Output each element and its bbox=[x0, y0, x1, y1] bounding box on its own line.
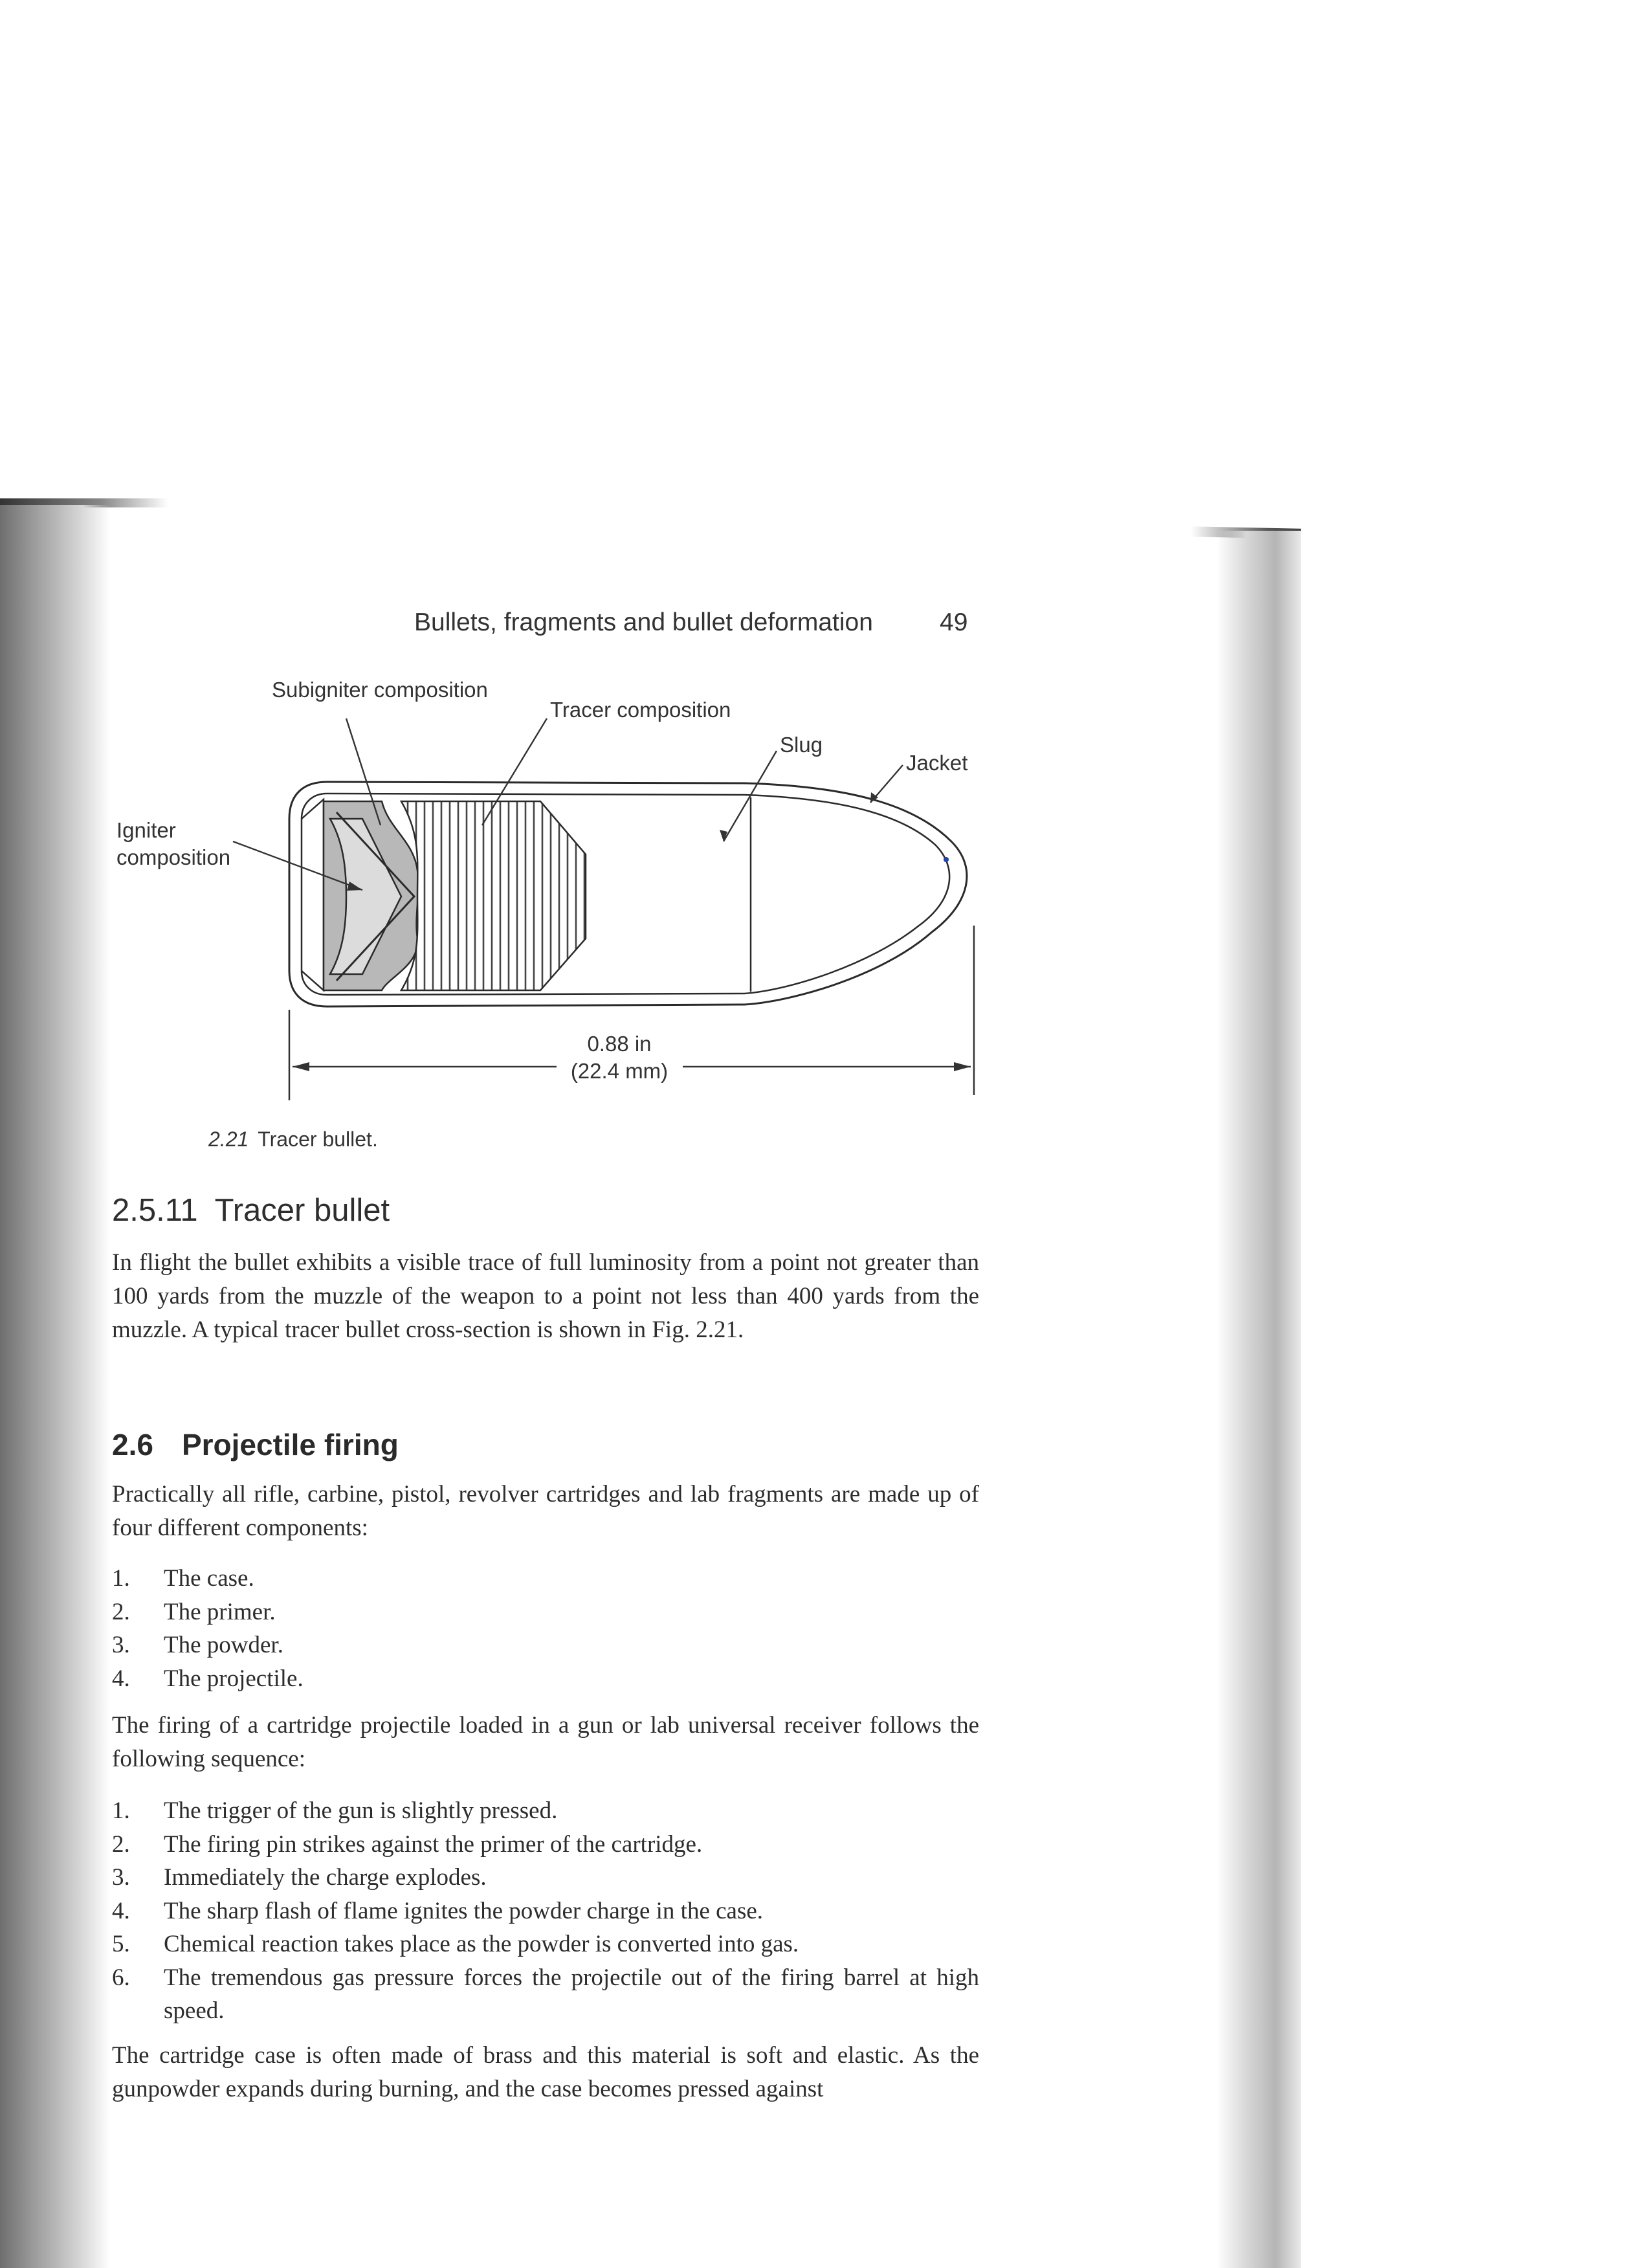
dim-arrow-left bbox=[293, 1062, 309, 1071]
leader-tracer bbox=[482, 718, 547, 825]
closing-wrap bbox=[112, 2039, 979, 2106]
section-2-5-11-body bbox=[112, 1246, 979, 1347]
tracer-paragraph: In flight the bullet exhibits a visible trace of full luminosity from a point not greater than 100 yards from the muzzle of the weapon to a point not less than 400 yards from the muzzle. A typical tracer bullet cross-section is shown in Fig. 2.21. bbox=[112, 1249, 979, 1343]
binding-shadow bbox=[0, 505, 110, 2268]
figure-caption bbox=[208, 1128, 378, 1151]
tracer-region bbox=[401, 801, 586, 990]
igniter-chevron bbox=[337, 812, 414, 981]
list-item: 3. The powder. bbox=[112, 1632, 283, 1658]
label-tracer: Tracer composition bbox=[550, 698, 731, 722]
jacket-inner bbox=[302, 794, 949, 995]
leader-igniter bbox=[233, 841, 362, 890]
label-igniter-line1: Igniter bbox=[116, 818, 176, 842]
closing-paragraph: The cartridge case is often made of brass and this material is soft and elastic. As the gunpowder expands during burning, and the case becomes pressed against bbox=[112, 2042, 979, 2102]
dimension-mm: (22.4 mm) bbox=[570, 1059, 669, 1083]
list-item: 1. The case. bbox=[112, 1565, 254, 1592]
label-igniter bbox=[116, 817, 230, 871]
section-2-6-intro bbox=[112, 1478, 979, 1545]
dimension-label bbox=[558, 1030, 681, 1085]
label-jacket: Jacket bbox=[906, 751, 968, 775]
section-number: 2.6 bbox=[112, 1428, 153, 1462]
list-item: 3. Immediately the charge explodes. bbox=[112, 1864, 487, 1891]
running-head-title: Bullets, fragments and bullet deformation bbox=[414, 608, 873, 636]
leader-jacket-arrow bbox=[870, 792, 878, 803]
list-item: 6. The tremendous gas pressure forces the projectile out of the firing barrel at high speed. bbox=[112, 1964, 979, 2024]
jacket-outer bbox=[289, 782, 967, 1006]
list-item: 4. The sharp flash of flame ignites the powder charge in the case. bbox=[112, 1897, 764, 1924]
subigniter-region bbox=[324, 801, 418, 990]
page-edge-shadow bbox=[1217, 531, 1301, 2268]
list-item: 2. The firing pin strikes against the primer of the cartridge. bbox=[112, 1830, 703, 1858]
igniter-region bbox=[330, 819, 401, 974]
figure-caption-text: Tracer bullet. bbox=[258, 1128, 378, 1151]
leader-slug bbox=[724, 751, 777, 841]
leader-igniter-arrow bbox=[347, 882, 362, 891]
base-cup bbox=[302, 799, 324, 990]
components-intro: Practically all rifle, carbine, pistol, revolver cartridges and lab fragments are made up of four different components: bbox=[112, 1481, 979, 1541]
list-item: 4. The projectile. bbox=[112, 1665, 304, 1692]
sequence-list bbox=[112, 1794, 979, 2028]
sequence-intro-wrap bbox=[112, 1709, 979, 1776]
tip-speck bbox=[944, 857, 949, 862]
leader-subigniter bbox=[346, 718, 381, 825]
list-item: 1. The trigger of the gun is slightly pressed. bbox=[112, 1797, 558, 1824]
running-head bbox=[414, 608, 984, 637]
section-number: 2.5.11 bbox=[112, 1193, 198, 1228]
sequence-list-wrap bbox=[112, 1794, 979, 2028]
label-igniter-line2: composition bbox=[116, 845, 231, 869]
section-2-6-heading bbox=[112, 1427, 979, 1462]
section-title: Projectile firing bbox=[181, 1428, 399, 1462]
section-title: Tracer bullet bbox=[214, 1193, 390, 1228]
page-number: 49 bbox=[940, 608, 968, 636]
list-item: 2. The primer. bbox=[112, 1598, 276, 1625]
dim-arrow-right bbox=[954, 1062, 971, 1071]
dimension-inches: 0.88 in bbox=[587, 1032, 652, 1056]
leader-jacket bbox=[870, 765, 903, 803]
figure-number: 2.21 bbox=[208, 1128, 249, 1151]
components-list-wrap bbox=[112, 1562, 979, 1695]
label-slug: Slug bbox=[780, 733, 823, 757]
section-2-5-11-heading bbox=[112, 1192, 979, 1228]
sequence-intro: The firing of a cartridge projectile loaded in a gun or lab universal receiver follows the following sequence: bbox=[112, 1712, 979, 1772]
leader-slug-arrow bbox=[720, 830, 727, 841]
components-list bbox=[112, 1562, 979, 1695]
list-item: 5. Chemical reaction takes place as the powder is converted into gas. bbox=[112, 1931, 799, 1957]
label-subigniter: Subigniter composition bbox=[272, 678, 488, 702]
